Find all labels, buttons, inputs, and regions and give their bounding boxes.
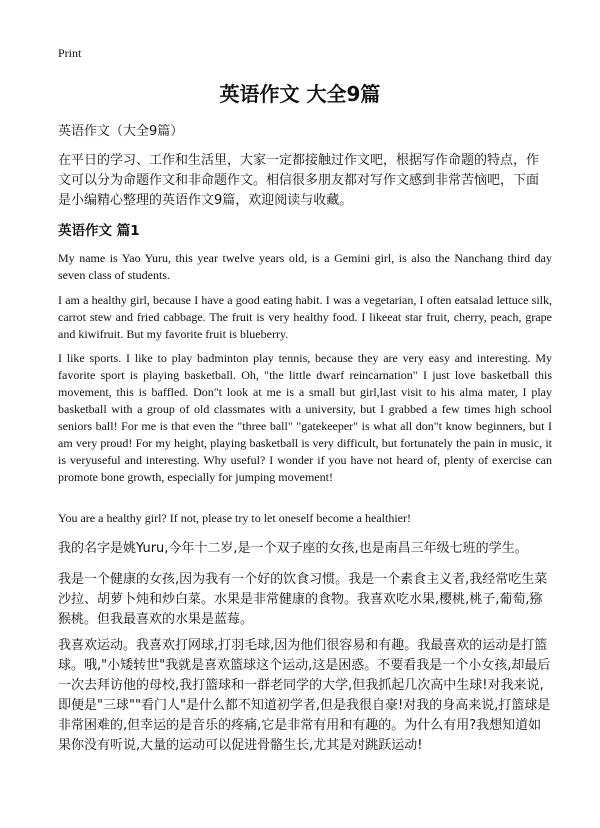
print-label[interactable]: Print	[58, 46, 82, 60]
chinese-paragraph: 我喜欢运动。我喜欢打网球,打羽毛球,因为他们很容易和有趣。我最喜欢的运动是打篮球。哦,"小矮转世"我就是喜欢篮球这个运动,这是困惑。不要看我是一个小女孩,却最后一次去拜访他的母校,我打篮球和一群老同学的大学,但我抓起几次高中生球!对我来说,即便是"三球""看门人"是什么都不知道初学者,但是我很自豪!对我的身高来说,打篮球是非常困难的,但幸运的是音乐的疼痛,它是非常有用和有趣的。为什么有用?我想知道如果你没有听说,大量的运动可以促进骨骼生长,尤其是对跳跃运动!	[58, 638, 551, 753]
english-paragraph: I am a healthy girl, because I have a good eating habit. I was a vegetarian, I often eatsalad lettuce silk, carrot stew and fried cabbage. The fruit is very healthy food. I likeeat star fruit, cherry, peach, grape and kiwifruit. But my favorite fruit is blueberry.	[58, 293, 552, 341]
english-paragraph: My name is Yao Yuru, this year twelve years old, is a Gemini girl, is also the Nanchang third day seven class of students.	[58, 251, 552, 282]
page-title: 英语作文 大全9篇	[219, 82, 381, 106]
chinese-paragraph: 我是一个健康的女孩,因为我有一个好的饮食习惯。我是一个素食主义者,我经常吃生菜沙拉、胡萝卜炖和炒白菜。水果是非常健康的食物。我喜欢吃水果,樱桃,桃子,葡萄,猕猴桃。但我最喜欢的水果是蓝莓。	[58, 572, 548, 627]
chinese-paragraph: 我的名字是姚Yuru,今年十二岁,是一个双子座的女孩,也是南昌三年级七班的学生。	[58, 541, 528, 556]
document-subtitle: 英语作文（大全9篇）	[58, 124, 184, 139]
section-heading: 英语作文 篇1	[58, 223, 140, 239]
english-paragraph: I like sports. I like to play badminton play tennis, because they are very easy and interesting. My favorite sport is playing basketball. Oh, "the little dwarf reincarnation" I just love basketball this movement, this is baffled. Don"t look at me is a small but girl,last visit to his alma mater, I play basketball with a group of old classmates with a university, but I grabbed a few times high school seniors ball! For me is that even the "three ball" "gatekeeper" is what all don"t know beginners, but I am very proud! For my height, playing basketball is very difficult, but fortunately the pain in music, it is veryuseful and interesting. Why useful? I wonder if you have not heard of, plenty of exercise can promote bone growth, especially for jumping movement!	[58, 351, 552, 484]
intro-paragraph: 在平日的学习、工作和生活里，大家一定都接触过作文吧，根据写作命题的特点，作文可以分为命题作文和非命题作文。相信很多朋友都对写作文感到非常苦恼吧，下面是小编精心整理的英语作文9篇，欢迎阅读与收藏。	[58, 153, 540, 208]
english-paragraph: You are a healthy girl? If not, please try to let oneself become a healthier!	[58, 511, 411, 525]
